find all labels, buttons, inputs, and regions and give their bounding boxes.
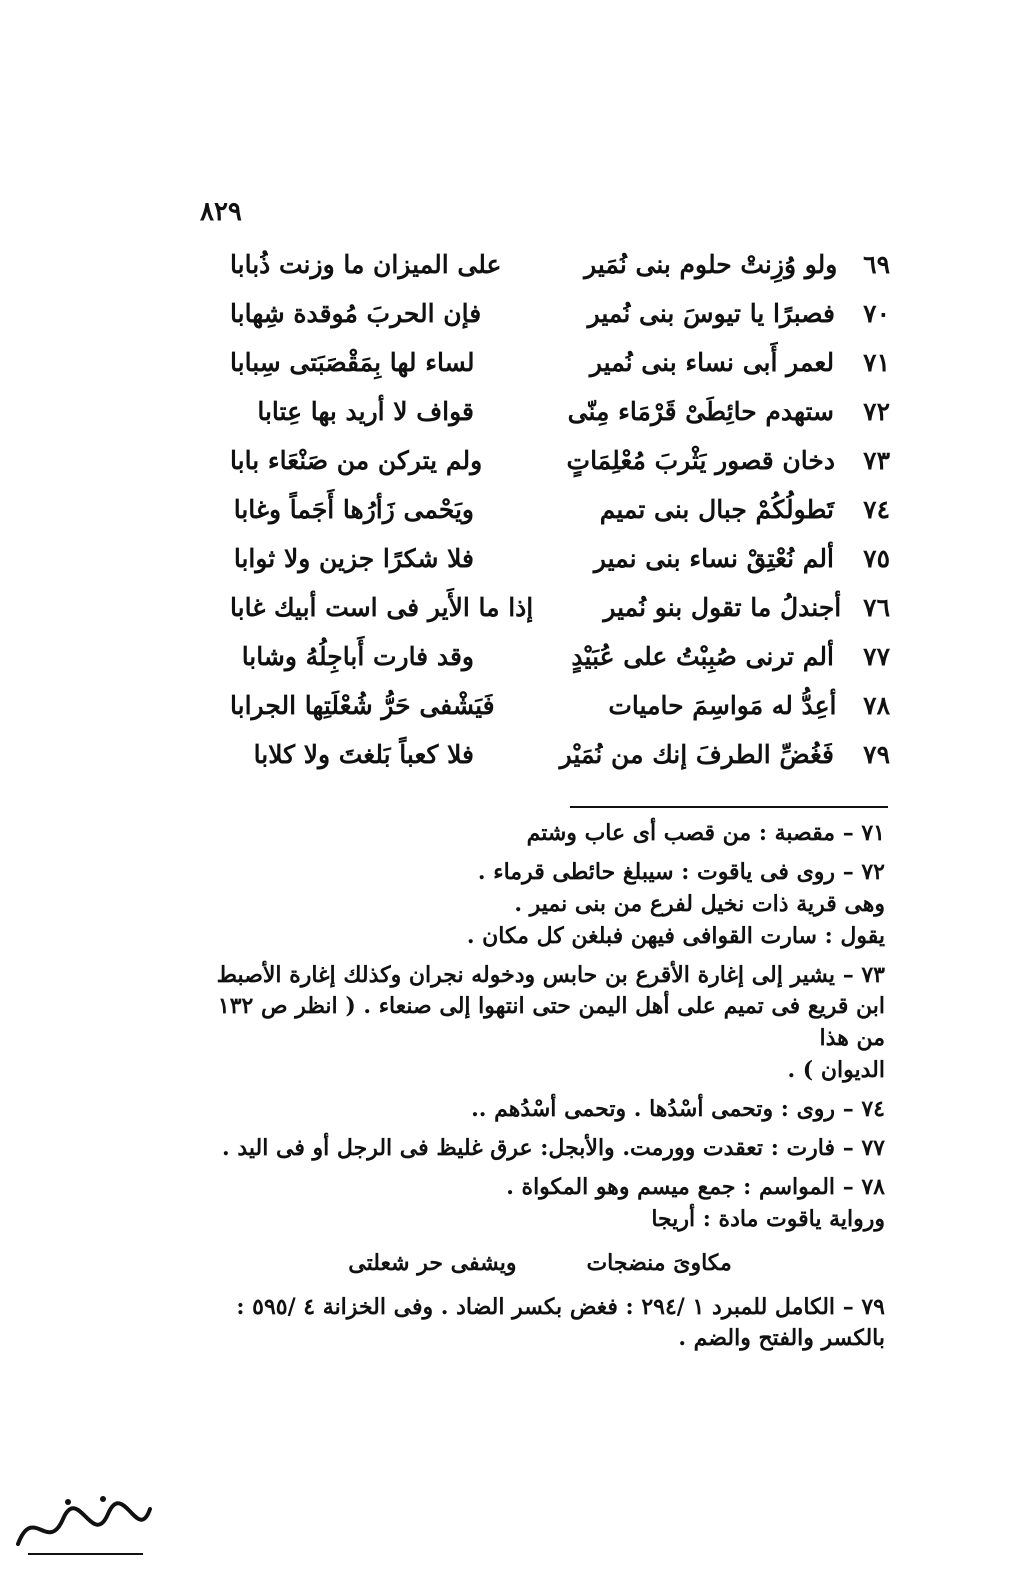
footnote-77 bbox=[195, 1133, 885, 1165]
footnote-line: ٧٣ – يشير إلى إغارة الأقرع بن حابس ودخوله نجران وكذلك إغارة الأصبط bbox=[216, 961, 885, 988]
verse-second-hemistich: إذا ما الأَير فى است أبيك غابا bbox=[230, 593, 534, 622]
verse-row bbox=[230, 691, 890, 740]
verse-first-hemistich: ولو وُزِنتْ حلوم بنى نُمَير bbox=[584, 250, 838, 279]
poem-verses bbox=[230, 250, 890, 789]
verse-first-hemistich: أعِدُّ له مَواسِمَ حاميات bbox=[608, 691, 837, 720]
footnote-79 bbox=[195, 1292, 885, 1356]
footnote-line: ورواية ياقوت مادة : أريجا bbox=[651, 1205, 885, 1232]
footnote-72 bbox=[195, 857, 885, 953]
footnote-74 bbox=[195, 1094, 885, 1126]
footnote-line: ٧١ – مقصبة : من قصب أى عاب وشتم bbox=[526, 820, 885, 846]
footnote-quoted-verse bbox=[195, 1248, 885, 1280]
verse-second-hemistich: لساء لها بِمَقْصَبَتى سِبابا bbox=[230, 348, 475, 377]
verse-row bbox=[230, 348, 890, 397]
footnote-line: يقول : سارت القوافى فيهن فبلغن كل مكان . bbox=[466, 922, 885, 949]
verse-first-hemistich: ستهدم حائِطَىْ قَرْمَاء مِنّى bbox=[567, 397, 834, 426]
verse-number: ٧٤ bbox=[863, 495, 890, 524]
verse-row bbox=[230, 544, 890, 593]
verse-first-hemistich: فصبرًا يا تيوسَ بنى نُمير bbox=[587, 299, 835, 328]
calligraphy-logo bbox=[8, 1484, 158, 1564]
quoted-hemistich: ويشفى حر شعلتى bbox=[348, 1249, 517, 1276]
page-number: ٨٢٩ bbox=[200, 197, 242, 227]
quoted-hemistich: مكاوىَ منضجات bbox=[586, 1249, 732, 1276]
verse-first-hemistich: فَغُضِّ الطرفَ إنك من نُمَيْر bbox=[559, 740, 834, 769]
verse-row bbox=[230, 299, 890, 348]
verse-row bbox=[230, 250, 890, 299]
verse-number: ٧١ bbox=[863, 348, 890, 377]
verse-number: ٧٩ bbox=[863, 740, 890, 769]
verse-number: ٧٨ bbox=[863, 691, 890, 720]
verse-first-hemistich: لعمر أَبى نساء بنى نُمير bbox=[589, 348, 835, 377]
verse-second-hemistich: فَيَشْفى حَرُّ شُعْلَتِها الجرابا bbox=[230, 691, 495, 720]
verse-second-hemistich: ويَحْمى زَأرُها أَجَماً وغابا bbox=[233, 495, 474, 524]
footnote-line: ٧٨ – المواسم : جمع ميسم وهو المكواة . bbox=[506, 1173, 885, 1200]
verse-number: ٧٠ bbox=[863, 299, 890, 328]
verse-row bbox=[230, 446, 890, 495]
footnote-line: بالكسر والفتح والضم . bbox=[678, 1325, 885, 1352]
footnote-line: ٧٢ – روى فى ياقوت : سيبلغ حائطى قرماء . bbox=[477, 858, 885, 885]
verse-second-hemistich: قواف لا أريد بها عِتابا bbox=[257, 397, 474, 426]
verse-row bbox=[230, 740, 890, 789]
footnote-line: ابن قريع فى تميم على أهل اليمن حتى انتهوا إلى صنعاء . ( انظر ص ١٣٢ من هذا bbox=[217, 993, 885, 1052]
verse-second-hemistich: فلا كعباً بَلغتَ ولا كلابا bbox=[253, 740, 474, 769]
verse-second-hemistich: ولم يتركن من صَنْعَاء بابا bbox=[230, 446, 483, 475]
verse-second-hemistich: وقد فارت أَباجِلُهُ وشابا bbox=[241, 642, 474, 671]
footnote-line: ٧٧ – فارت : تعقدت وورمت. والأبجل: عرق غليظ فى الرجل أو فى اليد . bbox=[222, 1135, 885, 1162]
footnote-71 bbox=[195, 818, 885, 850]
verse-number: ٧٧ bbox=[863, 642, 890, 671]
footnote-line: ٧٤ – روى : وتحمى أسْدُها . وتحمى أسْدُهم .. bbox=[471, 1096, 885, 1123]
footnote-73 bbox=[195, 960, 885, 1088]
verse-row bbox=[230, 642, 890, 691]
verse-first-hemistich: أجندلُ ما تقول بنو نُمير bbox=[603, 593, 842, 622]
verse-second-hemistich: فإن الحربَ مُوقدة شِهابا bbox=[230, 299, 482, 328]
verse-second-hemistich: على الميزان ما وزنت ذُبابا bbox=[230, 250, 502, 279]
verse-number: ٧٥ bbox=[863, 544, 890, 573]
verse-first-hemistich: ألم ترنى صُبِبْتُ على عُبَيْدٍ bbox=[571, 642, 834, 671]
verse-number: ٧٢ bbox=[863, 397, 890, 426]
verse-row bbox=[230, 593, 890, 642]
verse-first-hemistich: تَطولُكُمْ جبال بنى تميم bbox=[599, 495, 834, 524]
footnotes bbox=[195, 818, 885, 1362]
verse-row bbox=[230, 397, 890, 446]
verse-number: ٧٣ bbox=[863, 446, 890, 475]
verse-number: ٧٦ bbox=[863, 593, 890, 622]
verse-second-hemistich: فلا شكرًا جزين ولا ثوابا bbox=[233, 544, 474, 573]
verse-first-hemistich: دخان قصور يَثْربَ مُعْلِمَاتٍ bbox=[566, 446, 835, 475]
footnote-divider bbox=[570, 806, 888, 808]
footnote-line: ٧٩ – الكامل للمبرد ١ /٢٩٤ : فغض بكسر الضاد . وفى الخزانة ٤ /٥٩٥ : bbox=[236, 1293, 885, 1320]
footnote-line: الديوان ) . bbox=[787, 1057, 885, 1084]
verse-row bbox=[230, 495, 890, 544]
footnote-line: وهى قرية ذات نخيل لفرع من بنى نمير . bbox=[514, 890, 885, 917]
verse-first-hemistich: ألم نُعْتِقْ نساء بنى نمير bbox=[593, 544, 834, 573]
footnote-78 bbox=[195, 1172, 885, 1280]
verse-number: ٦٩ bbox=[863, 250, 890, 279]
